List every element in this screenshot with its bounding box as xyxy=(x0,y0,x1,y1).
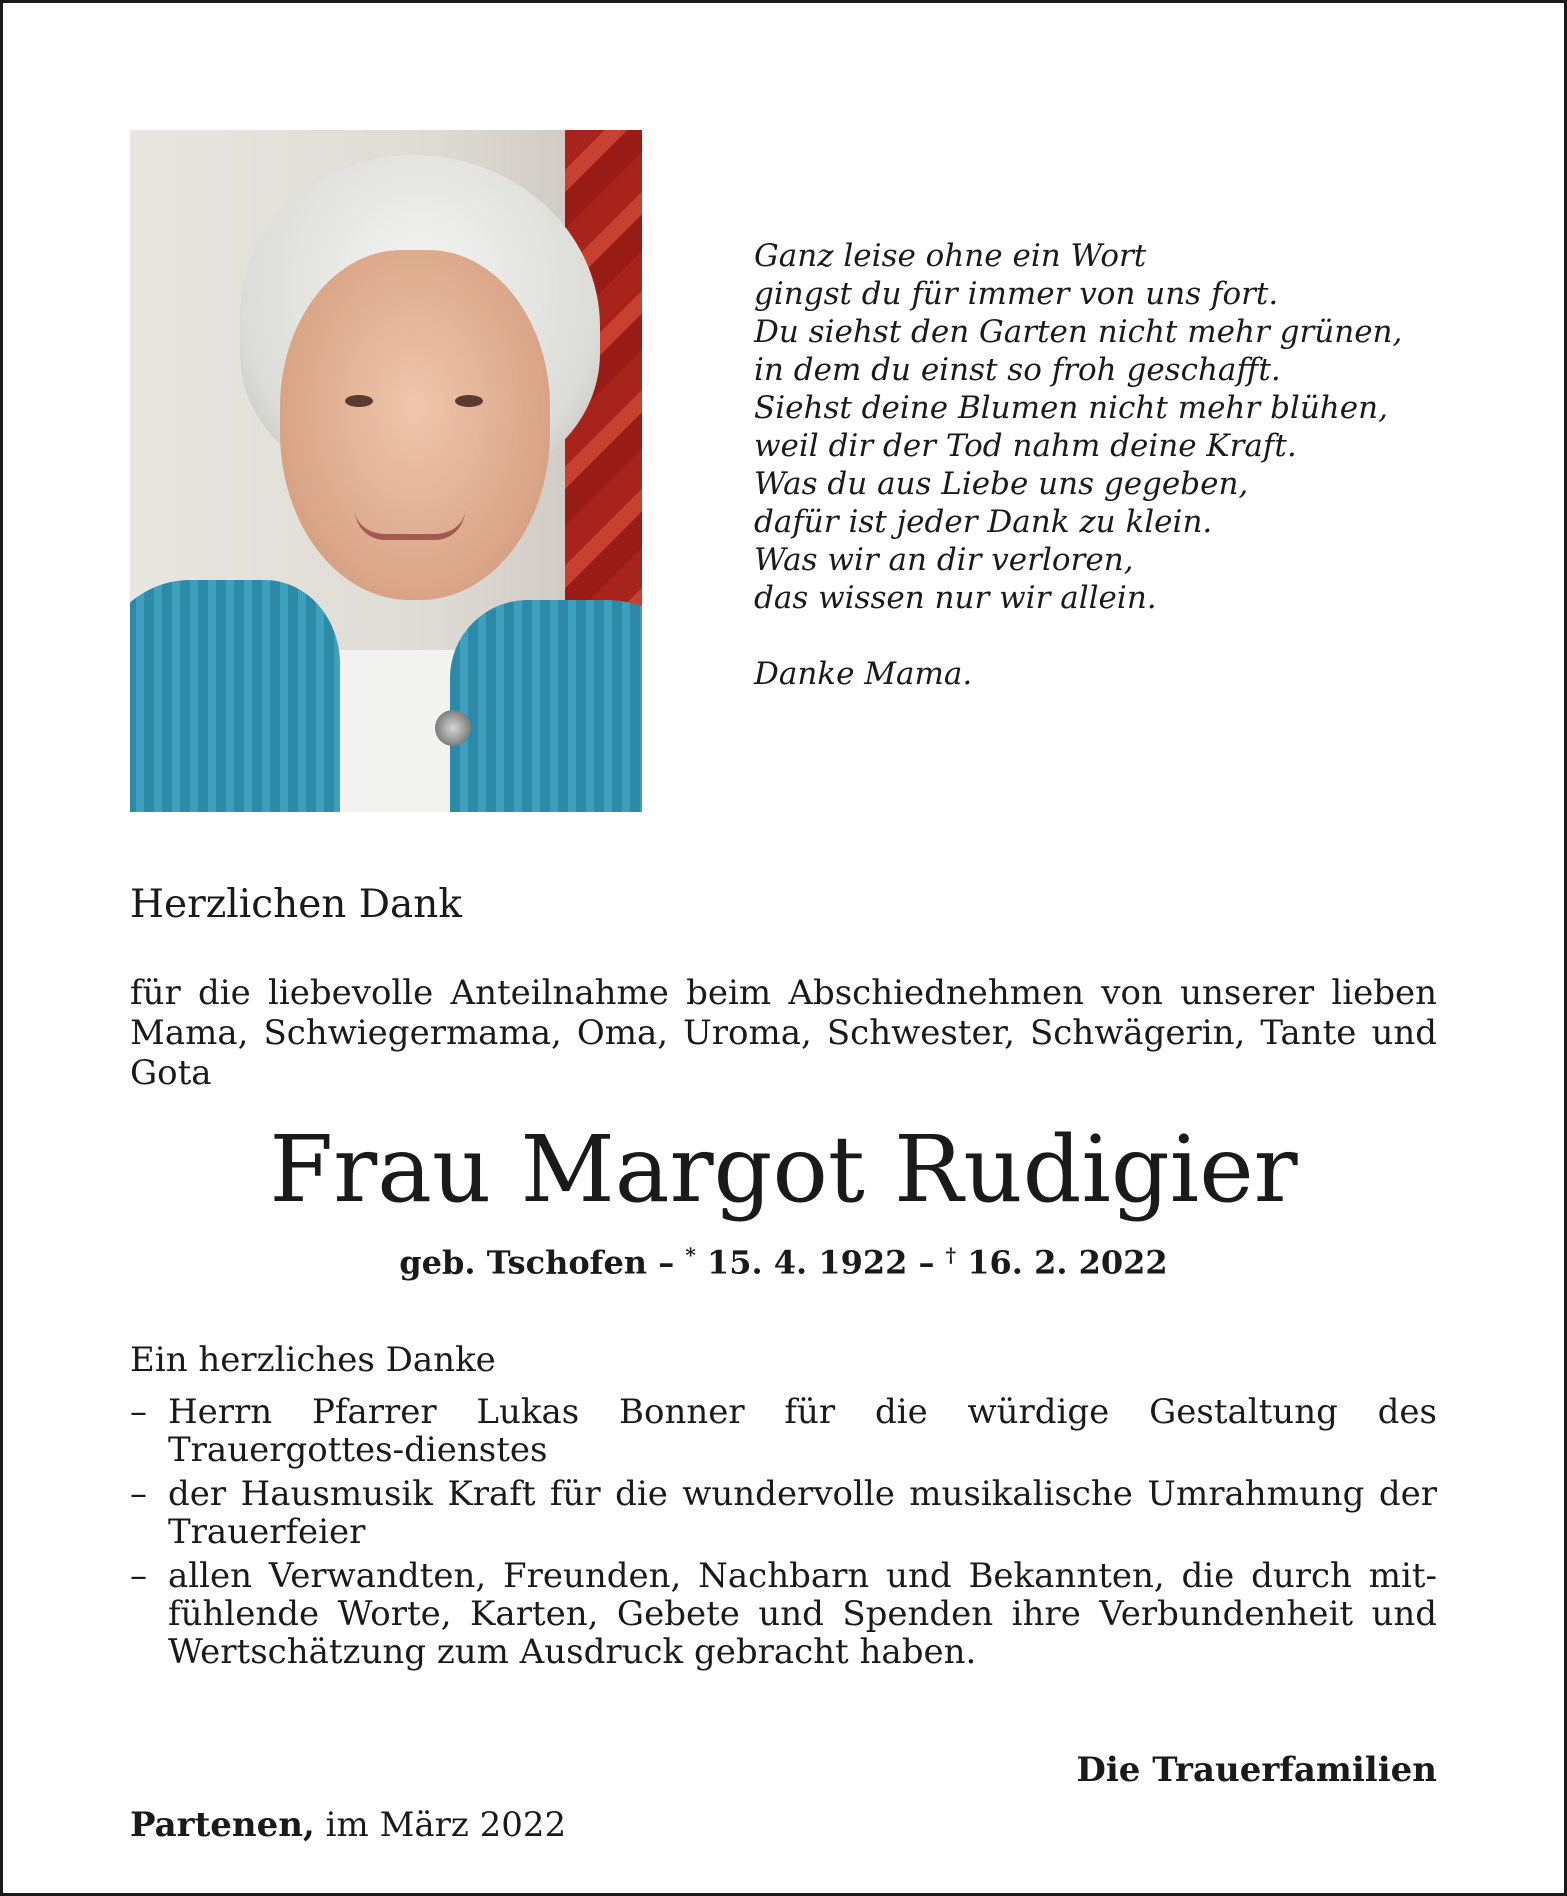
poem-line: in dem du einst so froh geschafft. xyxy=(754,352,1281,388)
poem-line: Siehst deine Blumen nicht mehr blühen, xyxy=(754,390,1388,426)
birth-symbol: * xyxy=(685,1243,696,1267)
list-dash: – xyxy=(130,1556,147,1596)
poem-line: Was du aus Liebe uns gegeben, xyxy=(754,466,1249,502)
place-town: Partenen, xyxy=(130,1805,315,1845)
poem-line: Ganz leise ohne ein Wort xyxy=(754,238,1147,274)
list-item-text: allen Verwandten, Freunden, Nachbarn und Bekannten, die durch mit-fühlende Worte, Karten, Gebete und Spenden ihre Verbundenheit und Wertschätzung zum Ausdruck gebracht haben. xyxy=(168,1556,1437,1672)
place-month-year: im März 2022 xyxy=(325,1805,567,1845)
family-signature: Die Trauerfamilien xyxy=(1076,1750,1437,1790)
portrait-cardigan-right xyxy=(450,600,642,812)
thanks-heading: Herzlichen Dank xyxy=(130,882,463,927)
separator-dash: – xyxy=(918,1243,935,1282)
poem-line: Du siehst den Garten nicht mehr grünen, xyxy=(754,314,1403,350)
maiden-name: geb. Tschofen xyxy=(399,1243,648,1282)
portrait-photo xyxy=(130,130,642,812)
thanks-list-heading: Ein herzliches Danke xyxy=(130,1340,496,1380)
list-item xyxy=(130,1557,1437,1671)
poem-line: Was wir an dir verloren, xyxy=(754,542,1134,578)
deceased-name: Frau Margot Rudigier xyxy=(269,1116,1298,1223)
separator-dash: – xyxy=(658,1243,675,1282)
poem-line: dafür ist jeder Dank zu klein. xyxy=(754,504,1213,540)
list-item xyxy=(130,1393,1437,1469)
portrait-eye-left xyxy=(345,395,373,407)
death-symbol: † xyxy=(945,1243,957,1267)
poem-line: gingst du für immer von uns fort. xyxy=(754,276,1279,312)
memorial-poem xyxy=(754,237,1454,693)
portrait-smile xyxy=(355,510,465,540)
poem-line: das wissen nur wir allein. xyxy=(754,580,1157,616)
portrait-eye-right xyxy=(455,395,483,407)
poem-line: weil dir der Tod nahm deine Kraft. xyxy=(754,428,1297,464)
thanks-list xyxy=(130,1393,1437,1677)
intro-paragraph: für die liebevolle Anteilnahme beim Abschiednehmen von unserer lieben Mama, Schwiegermama, Oma, Uroma, Schwester, Schwägerin, Tante und Gota xyxy=(130,973,1437,1093)
portrait-face xyxy=(280,250,550,600)
list-item-text: der Hausmusik Kraft für die wundervolle musikalische Umrahmung der Trauerfeier xyxy=(168,1474,1437,1552)
birth-date: 15. 4. 1922 xyxy=(706,1243,908,1282)
place-date xyxy=(130,1805,566,1845)
list-dash: – xyxy=(130,1392,147,1432)
birth-death-dates xyxy=(130,1243,1437,1282)
list-item xyxy=(130,1475,1437,1551)
portrait-brooch xyxy=(435,710,471,746)
list-dash: – xyxy=(130,1474,147,1514)
portrait-cardigan-left xyxy=(130,580,340,812)
poem-closing: Danke Mama. xyxy=(754,656,973,692)
death-date: 16. 2. 2022 xyxy=(967,1243,1168,1282)
list-item-text: Herrn Pfarrer Lukas Bonner für die würdige Gestaltung des Trauergottes-dienstes xyxy=(168,1392,1437,1470)
